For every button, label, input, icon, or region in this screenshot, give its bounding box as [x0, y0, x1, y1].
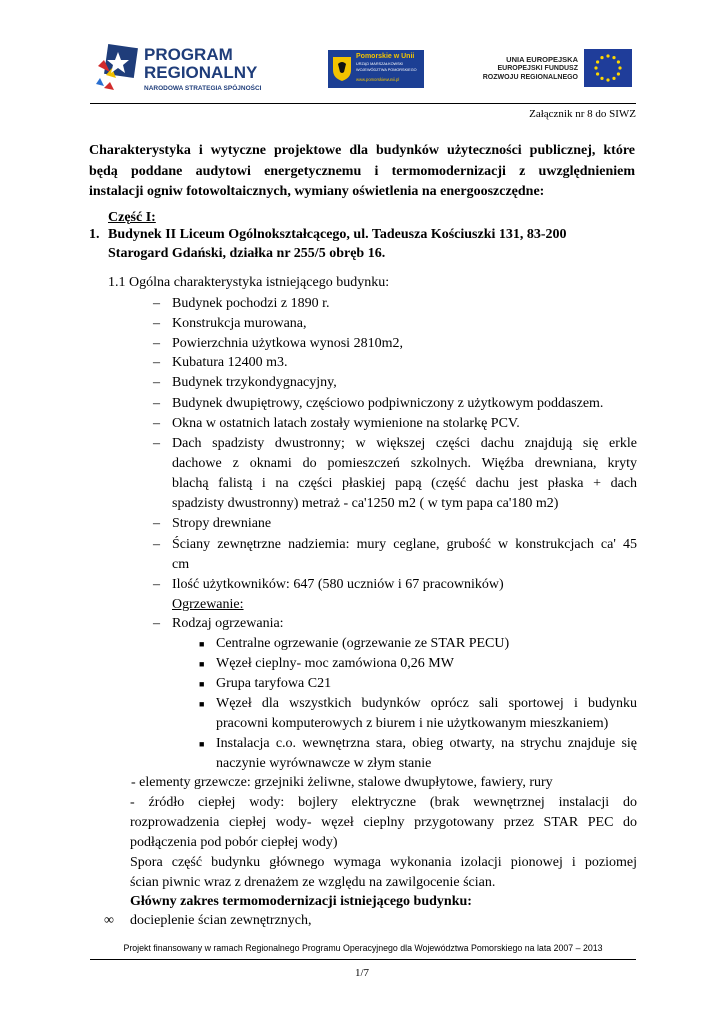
- walls-line-2: cm: [172, 557, 190, 572]
- part-number: 1.: [89, 227, 100, 242]
- hot-water-line-3: podłączenia pod pobór ciepłej wody): [130, 835, 338, 850]
- list-item-text: Budynek pochodzi z 1890 r.: [172, 296, 330, 311]
- dash-marker: –: [153, 316, 160, 331]
- program-regionalny-logo: [92, 42, 264, 98]
- footer-note: Projekt finansowany w ramach Regionalnego Programu Operacyjnego dla Województwa Pomorskiego na lata 2007 – 2013: [123, 943, 603, 953]
- insulation-line-1: Spora część budynku głównego wymaga wykonania izolacji pionowej i poziomej: [130, 855, 637, 870]
- logo-line-regionalny: REGIONALNY: [144, 63, 258, 82]
- list-item-text: Rodzaj ogrzewania:: [172, 616, 284, 631]
- dash-marker: –: [153, 436, 160, 451]
- install-line-2: naczynie wyrównawcze w złym stanie: [216, 756, 432, 771]
- list-item-text: Kubatura 12400 m3.: [172, 355, 288, 370]
- heating-item-text: Węzeł cieplny- moc zamówiona 0,26 MW: [216, 656, 454, 671]
- hot-water-line-1: - źródło ciepłej wody: bojlery elektryczne (brak wewnętrznej instalacji do: [130, 795, 637, 810]
- dash-marker: –: [153, 416, 160, 431]
- roof-line-3: blachą falistą i na części płaskiej papą (część dachu jest płaska + dach: [172, 476, 637, 491]
- infinity-bullet-icon: ∞: [104, 913, 114, 928]
- roof-line-4: spadzisty dwustronny) metraż - ca'1250 m2 ( w tym papa ca'180 m2): [172, 496, 559, 511]
- eu-flag-icon: [584, 49, 632, 87]
- dash-marker: –: [153, 616, 160, 631]
- pomorskie-line2: URZĄD MARSZAŁKOWSKI: [356, 62, 404, 66]
- list-item-text: Konstrukcja murowana,: [172, 316, 307, 331]
- title-line-2: będą poddane audytowi energetycznemu i termomodernizacji z uwzględnieniem: [89, 164, 635, 179]
- logo-line-program: PROGRAM: [144, 45, 233, 64]
- building-line-2: Starogard Gdański, działka nr 255/5 obręb 16.: [108, 246, 386, 261]
- bullet-square-icon: ■: [199, 739, 205, 749]
- bullet-square-icon: ■: [199, 639, 205, 649]
- list-item-text: Ilość użytkowników: 647 (580 uczniów i 67 pracowników): [172, 577, 504, 592]
- roof-line-2: dachowe z oknami do pomieszczeń szkolnych. Więźba drewniana, kryty: [172, 456, 637, 471]
- pomorskie-line4: www.pomorskiewunii.pl: [356, 77, 400, 82]
- star-emblem-icon: [92, 42, 142, 96]
- header-divider: [90, 103, 636, 104]
- dash-marker: –: [153, 355, 160, 370]
- section-heading: 1.1 Ogólna charakterystyka istniejącego budynku:: [108, 275, 390, 290]
- bullet-square-icon: ■: [199, 659, 205, 669]
- dash-marker: –: [153, 336, 160, 351]
- list-item-text: Powierzchnia użytkowa wynosi 2810m2,: [172, 336, 403, 351]
- bullet-square-icon: ■: [199, 679, 205, 689]
- dash-marker: –: [153, 296, 160, 311]
- heating-heading: Ogrzewanie:: [172, 597, 244, 612]
- roof-line-1: Dach spadzisty dwustronny; w większej części dachu znajdują się erkle: [172, 436, 637, 451]
- pomorskie-logo: [328, 50, 424, 88]
- pomorskie-line1: Pomorskie w Unii: [356, 53, 415, 60]
- eu-logo-text: [474, 55, 578, 85]
- eu-line3: ROZWOJU REGIONALNEGO: [482, 74, 578, 81]
- dash-marker: –: [153, 516, 160, 531]
- insulation-line-2: ścian piwnic wraz z drenażem ze względu na zawilgocenie ścian.: [130, 875, 496, 890]
- eu-line2: EUROPEJSKI FUNDUSZ: [497, 65, 578, 72]
- part-label: Część I:: [108, 210, 156, 225]
- heating-item-text: Centralne ogrzewanie (ogrzewanie ze STAR PECU): [216, 636, 510, 651]
- title-line-3: instalacji ogniw fotowoltaicznych, wymiany oświetlenia na energooszczędne:: [89, 184, 545, 199]
- page-number: 1/7: [354, 967, 370, 979]
- dash-marker: –: [153, 375, 160, 390]
- list-item-text: Budynek dwupiętrowy, częściowo podpiwniczony z użytkowym poddaszem.: [172, 396, 604, 411]
- radiators-line: - elementy grzewcze: grzejniki żeliwne, stalowe dwupłytowe, fawiery, rury: [131, 775, 553, 790]
- logo-line-strategy: NARODOWA STRATEGIA SPÓJNOŚCI: [144, 85, 262, 92]
- list-item-text: Okna w ostatnich latach zostały wymienione na stolarkę PCV.: [172, 416, 520, 431]
- walls-line-1: Ściany zewnętrzne nadziemia: mury ceglane, grubość w konstrukcjach ca' 45: [172, 537, 637, 552]
- pomorskie-line3: WOJEWÓDZTWA POMORSKIEGO: [356, 68, 417, 72]
- node-line-2: pracowni komputerowych z biurem i nie użytkowanym mieszkaniem): [216, 716, 609, 731]
- heating-item-text: Grupa taryfowa C21: [216, 676, 332, 691]
- eu-line1: UNIA EUROPEJSKA: [506, 55, 578, 64]
- pomorskie-crest-icon: [332, 56, 352, 82]
- node-line-1: Węzeł dla wszystkich budynków oprócz sali sportowej i budynku: [216, 696, 637, 711]
- bullet-square-icon: ■: [199, 699, 205, 709]
- list-item-text: Stropy drewniane: [172, 516, 272, 531]
- footer-divider: [90, 959, 636, 960]
- list-item-text: Budynek trzykondygnacyjny,: [172, 375, 337, 390]
- scope-item-text: docieplenie ścian zewnętrznych,: [130, 913, 312, 928]
- dash-marker: –: [153, 577, 160, 592]
- install-line-1: Instalacja c.o. wewnętrzna stara, obieg otwarty, na strychu znajduje się: [216, 736, 637, 751]
- scope-heading: Główny zakres termomodernizacji istniejącego budynku:: [130, 894, 472, 909]
- dash-marker: –: [153, 396, 160, 411]
- dash-marker: –: [153, 537, 160, 552]
- annex-label: Załącznik nr 8 do SIWZ: [529, 108, 636, 120]
- hot-water-line-2: rozprowadzenia ciepłej wody- węzeł cieplny przygotowany przez STAR PEC do: [130, 815, 637, 830]
- building-line-1: Budynek II Liceum Ogólnokształcącego, ul. Tadeusza Kościuszki 131, 83-200: [108, 227, 567, 242]
- title-line-1: Charakterystyka i wytyczne projektowe dla budynków użyteczności publicznej, które: [89, 143, 635, 158]
